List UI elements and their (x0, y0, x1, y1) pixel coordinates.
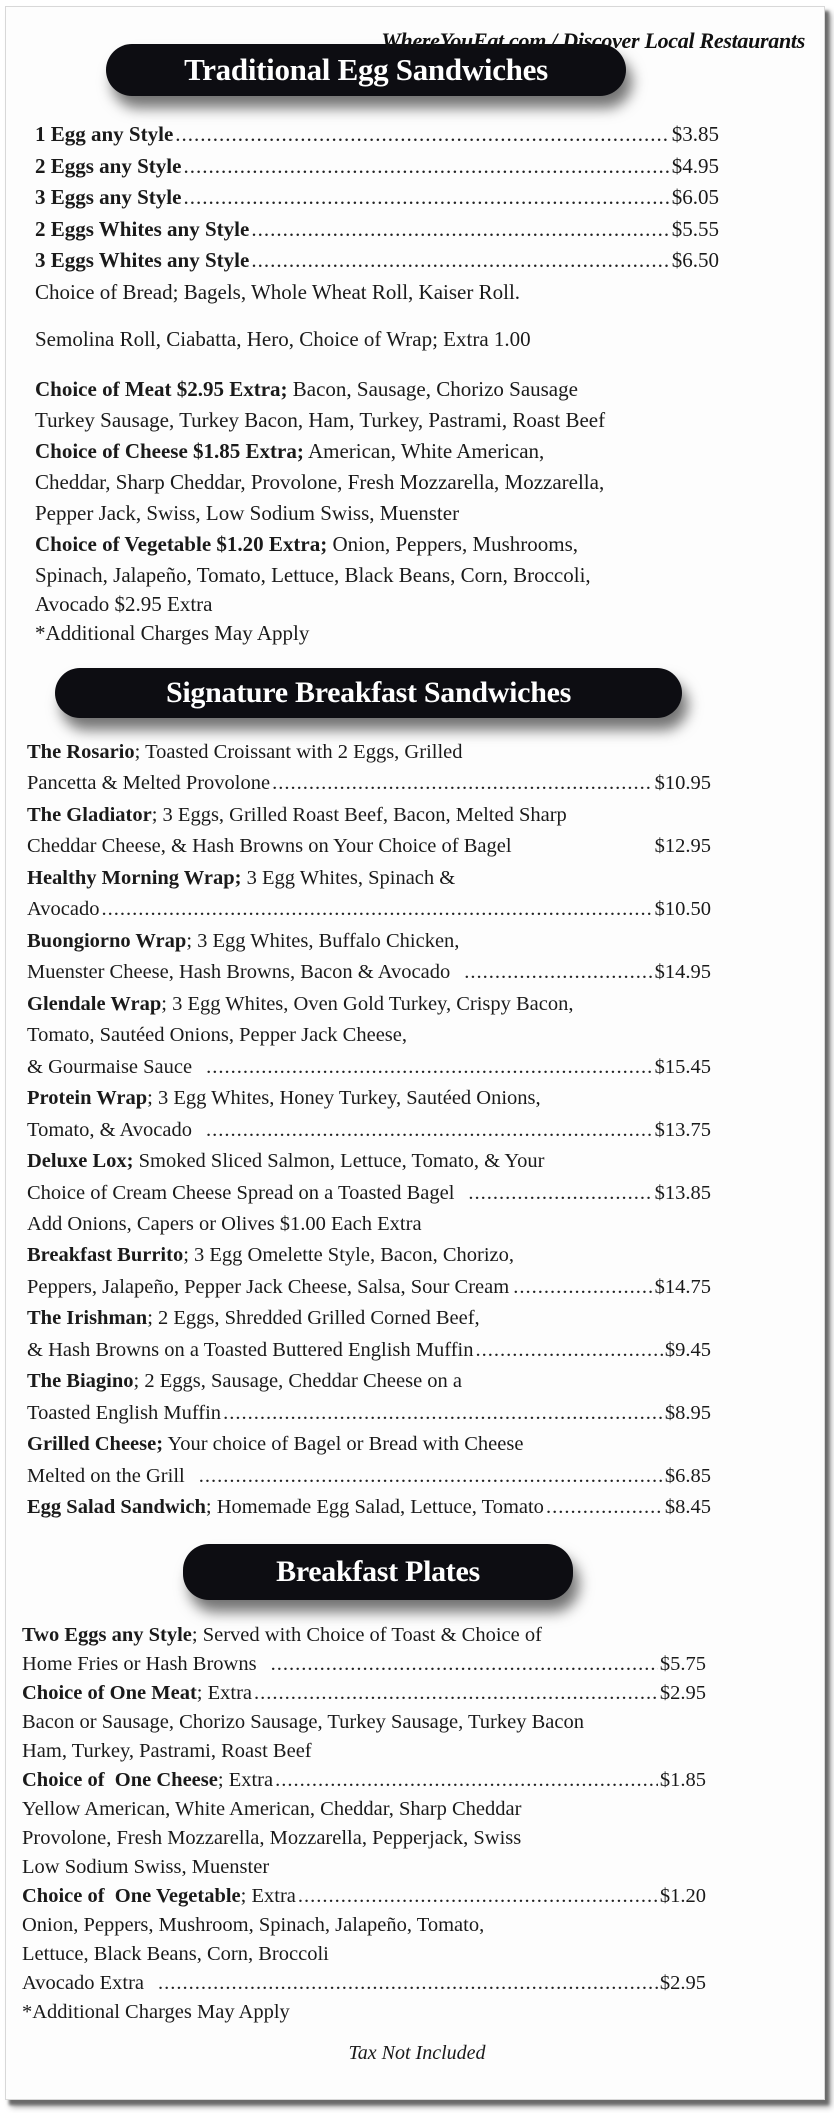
item-desc: Muenster Cheese, Hash Browns, Bacon & Avocado (27, 961, 451, 983)
meat-list: Turkey Sausage, Turkey Bacon, Ham, Turkey, Pastrami, Roast Beef (35, 408, 606, 432)
option-list: Low Sodium Swiss, Muenster (22, 1856, 270, 1878)
leader-dots (298, 1882, 658, 1910)
option-list: Ham, Turkey, Pastrami, Roast Beef (22, 1740, 312, 1762)
item-price: $5.55 (671, 217, 719, 241)
item-price: $1.20 (659, 1885, 706, 1907)
leader-dots (223, 1399, 663, 1427)
leader-dots (254, 1679, 658, 1707)
item-price: $10.95 (654, 772, 711, 794)
item-name: 1 Egg any Style (35, 122, 174, 146)
item-price: $8.45 (664, 1496, 711, 1518)
leader-dots (101, 895, 652, 923)
meat-label: Choice of Meat $2.95 Extra; (35, 377, 288, 401)
cheese-list: Cheddar, Sharp Cheddar, Provolone, Fresh Mozzarella, Mozzarella, (35, 470, 605, 494)
menu-item-desc (27, 990, 574, 1018)
item-desc: Toasted Croissant with 2 Eggs, Grilled (140, 741, 463, 763)
leader-dots (158, 1969, 658, 1997)
menu-item-desc (27, 738, 463, 766)
item-name: Avocado Extra (22, 1972, 144, 1994)
item-name: Choice of One Meat (22, 1682, 197, 1704)
menu-item-desc (27, 1084, 541, 1112)
tax-note: Tax Not Included (348, 2042, 486, 2064)
item-desc: Cheddar Cheese, & Hash Browns on Your Choice of Bagel (27, 835, 512, 857)
item-desc (22, 1882, 296, 1910)
item-price: $9.45 (664, 1339, 711, 1361)
section-banner-signature-breakfast-sandwiches (55, 668, 682, 718)
item-name: Egg Salad Sandwich (27, 1496, 206, 1518)
menu-item (27, 832, 711, 860)
item-desc: & Gourmaise Sauce (27, 1056, 193, 1078)
item-price: $1.85 (659, 1769, 706, 1791)
item-name: 3 Eggs Whites any Style (35, 248, 250, 272)
cheese-label: Choice of Cheese $1.85 Extra; (35, 439, 304, 463)
section-title: Signature Breakfast Sandwiches (166, 676, 571, 709)
menu-item (35, 120, 719, 148)
separator: ; (205, 1496, 212, 1518)
meat-list: Bacon, Sausage, Chorizo Sausage (287, 377, 578, 401)
item-price: $14.75 (654, 1276, 711, 1298)
item-desc: 3 Egg Whites, Oven Gold Turkey, Crispy Bacon, (166, 993, 574, 1015)
option-list: Onion, Peppers, Mushroom, Spinach, Jalapeño, Tomato, (22, 1914, 485, 1936)
leader-dots (251, 215, 669, 243)
item-name: 2 Eggs any Style (35, 154, 182, 178)
item-name: Breakfast Burrito (27, 1244, 184, 1266)
item-name: Two Eggs any Style (22, 1624, 192, 1646)
item-desc: Choice of Cream Cheese Spread on a Toasted Bagel (27, 1182, 455, 1204)
menu-item (27, 1336, 711, 1364)
item-desc: 3 Egg Omelette Style, Bacon, Chorizo, (188, 1244, 514, 1266)
item-desc: Homemade Egg Salad, Lettuce, Tomato (211, 1496, 544, 1518)
leader-dots (275, 1766, 658, 1794)
item-desc: Avocado (27, 898, 100, 920)
item-desc: 3 Egg Whites, Buffalo Chicken, (192, 930, 460, 952)
cheese-options (35, 437, 544, 465)
item-name: The Biagino (27, 1370, 134, 1392)
item-name: Choice of One Cheese (22, 1769, 218, 1791)
option-list: Yellow American, White American, Cheddar, Sharp Cheddar (22, 1798, 522, 1820)
item-desc: Extra (223, 1769, 274, 1791)
item-desc (27, 1493, 544, 1521)
option-list: Lettuce, Black Beans, Corn, Broccoli (22, 1943, 329, 1965)
item-desc: 2 Eggs, Sausage, Cheddar Cheese on a (139, 1370, 463, 1392)
section-title: Breakfast Plates (276, 1555, 480, 1588)
menu-item (27, 1053, 711, 1081)
leader-dots (175, 120, 669, 148)
menu-item (35, 215, 719, 243)
item-desc: Tomato, & Avocado (27, 1119, 193, 1141)
item-name: Protein Wrap (27, 1087, 148, 1109)
vegetable-list: Spinach, Jalapeño, Tomato, Lettuce, Black Beans, Corn, Broccoli, (35, 563, 591, 587)
menu-item (22, 1650, 706, 1678)
vegetable-label: Choice of Vegetable $1.20 Extra; (35, 532, 328, 556)
item-price: $6.05 (671, 185, 719, 209)
item-name: The Gladiator (27, 804, 152, 826)
leader-dots (183, 152, 669, 180)
menu-item (27, 895, 711, 923)
option-list: Provolone, Fresh Mozzarella, Mozzarella, Pepperjack, Swiss (22, 1827, 522, 1849)
menu-item-desc (27, 801, 567, 829)
item-desc: Extra (246, 1885, 296, 1907)
leader-dots (271, 1650, 658, 1678)
separator: ; (161, 993, 167, 1015)
menu-item (22, 1766, 706, 1794)
item-name: Buongiorno Wrap (27, 930, 187, 952)
item-desc: & Hash Browns on a Toasted Buttered English Muffin (27, 1339, 474, 1361)
item-desc: Tomato, Sautéed Onions, Pepper Jack Cheese, (27, 1024, 408, 1046)
item-name: The Irishman (27, 1307, 148, 1329)
item-desc: Peppers, Jalapeño, Pepper Jack Cheese, Salsa, Sour Cream (27, 1276, 510, 1298)
item-price: $2.95 (659, 1972, 706, 1994)
menu-item (22, 1969, 706, 1997)
menu-item (35, 152, 719, 180)
item-price: $3.85 (671, 122, 719, 146)
bread-options-extra: Semolina Roll, Ciabatta, Hero, Choice of Wrap; Extra 1.00 (35, 327, 531, 351)
item-desc: Toasted English Muffin (27, 1402, 222, 1424)
menu-item (27, 1273, 711, 1301)
item-price: $4.95 (671, 154, 719, 178)
leader-dots (476, 1336, 663, 1364)
section-banner-breakfast-plates (183, 1544, 573, 1600)
menu-item (27, 1179, 711, 1207)
menu-item-desc (27, 1430, 523, 1458)
item-price: $12.95 (654, 835, 711, 857)
item-price: $13.75 (654, 1119, 711, 1141)
separator: ; (217, 1769, 224, 1791)
menu-item-desc (27, 1241, 514, 1269)
item-name: Glendale Wrap (27, 993, 162, 1015)
item-name: Grilled Cheese; (27, 1433, 164, 1455)
item-price: $6.85 (664, 1465, 711, 1487)
menu-item (27, 1116, 711, 1144)
menu-item-desc (27, 1367, 462, 1395)
item-desc: Pancetta & Melted Provolone (27, 772, 271, 794)
menu-item (27, 1493, 711, 1521)
item-desc: 3 Egg Whites, Spinach & (241, 867, 456, 889)
menu-item-desc (27, 1304, 480, 1332)
leader-dots (468, 1179, 652, 1207)
section-title: Traditional Egg Sandwiches (184, 52, 548, 87)
meat-options (35, 375, 578, 403)
item-price: $14.95 (654, 961, 711, 983)
leader-dots (183, 183, 669, 211)
leader-dots (272, 769, 653, 797)
separator: ; (183, 1244, 189, 1266)
menu-item-desc (27, 1147, 545, 1175)
item-desc: 3 Eggs, Grilled Roast Beef, Bacon, Melted Sharp (157, 804, 567, 826)
item-name: Choice of One Vegetable (22, 1885, 241, 1907)
item-name: 3 Eggs any Style (35, 185, 182, 209)
cheese-list: American, White American, (303, 439, 545, 463)
menu-item (35, 246, 719, 274)
leader-dots (251, 246, 669, 274)
item-name: 2 Eggs Whites any Style (35, 217, 250, 241)
bread-options: Choice of Bread; Bagels, Whole Wheat Roll, Kaiser Roll. (35, 280, 521, 304)
option-list: Bacon or Sausage, Chorizo Sausage, Turkey Sausage, Turkey Bacon (22, 1711, 584, 1733)
menu-item-desc (27, 927, 459, 955)
separator: ; (147, 1307, 153, 1329)
item-price: $6.50 (671, 248, 719, 272)
item-desc: Your choice of Bagel or Bread with Cheese (163, 1433, 524, 1455)
separator: ; (133, 1370, 140, 1392)
menu-item (27, 1399, 711, 1427)
item-price: $5.75 (659, 1653, 706, 1675)
item-desc (22, 1679, 252, 1707)
vegetable-list: Avocado $2.95 Extra (35, 592, 213, 616)
vegetable-list: Onion, Peppers, Mushrooms, (327, 532, 579, 556)
item-name: Healthy Morning Wrap; (27, 867, 242, 889)
item-desc: Served with Choice of Toast & Choice of (197, 1624, 542, 1646)
cheese-list: Pepper Jack, Swiss, Low Sodium Swiss, Muenster (35, 501, 460, 525)
item-desc: Home Fries or Hash Browns (22, 1653, 257, 1675)
item-desc: Extra (202, 1682, 253, 1704)
menu-item (27, 958, 711, 986)
item-desc: 3 Egg Whites, Honey Turkey, Sautéed Onions, (152, 1087, 541, 1109)
item-desc (22, 1766, 273, 1794)
item-desc: Smoked Sliced Salmon, Lettuce, Tomato, & Your (133, 1150, 545, 1172)
vegetable-options (35, 530, 578, 558)
menu-item (27, 769, 711, 797)
item-price: $2.95 (659, 1682, 706, 1704)
charges-note: *Additional Charges May Apply (35, 621, 310, 645)
separator: ; (186, 930, 193, 952)
item-price: $10.50 (654, 898, 711, 920)
item-price: $8.95 (664, 1402, 711, 1424)
menu-item-desc (27, 864, 455, 892)
leader-dots (199, 1462, 663, 1490)
separator: ; (191, 1624, 198, 1646)
item-price: $13.85 (654, 1182, 711, 1204)
site-watermark: WhereYouEat.com / Discover Local Restaurants (381, 28, 805, 53)
item-name: Deluxe Lox; (27, 1150, 134, 1172)
menu-item (22, 1679, 706, 1707)
item-desc: Melted on the Grill (27, 1465, 185, 1487)
separator: ; (147, 1087, 153, 1109)
separator: ; (134, 741, 141, 763)
menu-item (22, 1882, 706, 1910)
separator: ; (151, 804, 158, 826)
item-desc: 2 Eggs, Shredded Grilled Corned Beef, (152, 1307, 480, 1329)
separator: ; (196, 1682, 203, 1704)
menu-item-desc (22, 1621, 542, 1649)
item-price: $15.45 (654, 1056, 711, 1078)
leader-dots (546, 1493, 663, 1521)
leader-dots (206, 1116, 653, 1144)
charges-note: *Additional Charges May Apply (22, 2001, 290, 2023)
leader-dots (513, 1273, 652, 1301)
menu-item (35, 183, 719, 211)
leader-dots (206, 1053, 653, 1081)
menu-item (27, 1462, 711, 1490)
item-name: The Rosario (27, 741, 135, 763)
item-extra: Add Onions, Capers or Olives $1.00 Each Extra (27, 1213, 422, 1235)
separator: ; (240, 1885, 247, 1907)
leader-dots (464, 958, 652, 986)
